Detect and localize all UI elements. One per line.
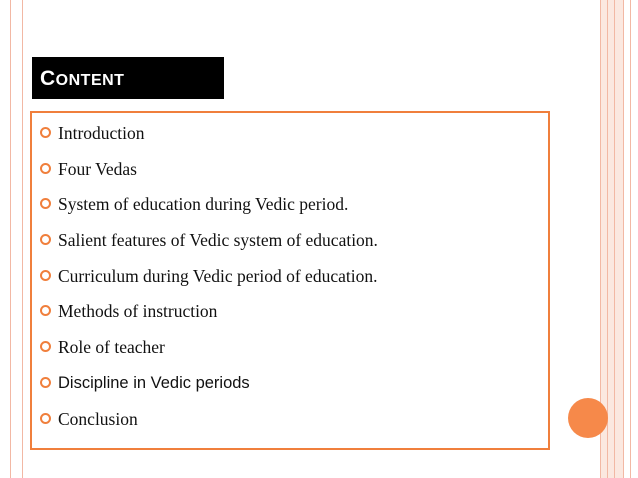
list-item bbox=[32, 408, 548, 444]
list-item bbox=[32, 122, 548, 158]
bullet-text: Conclusion bbox=[58, 408, 138, 429]
bullet-text: Salient features of Vedic system of education. bbox=[58, 230, 378, 251]
content-box bbox=[30, 111, 550, 450]
slide-title bbox=[40, 67, 124, 93]
bullet-text: Four Vedas bbox=[58, 158, 137, 179]
bullet-text: Methods of instruction bbox=[58, 301, 218, 322]
frame-line-right-1 bbox=[607, 0, 608, 478]
bullet-text: Role of teacher bbox=[58, 337, 165, 358]
list-item bbox=[32, 336, 548, 372]
list-item bbox=[32, 300, 548, 336]
frame-line-left-inner bbox=[22, 0, 23, 478]
circle-bullet-icon bbox=[40, 413, 51, 424]
list-item bbox=[32, 265, 548, 301]
bullet-text: Introduction bbox=[58, 123, 145, 143]
slide-title-bar bbox=[32, 57, 224, 99]
frame-line-right-2 bbox=[614, 0, 615, 478]
circle-bullet-icon bbox=[40, 163, 51, 174]
decorative-orange-circle bbox=[568, 398, 608, 438]
frame-line-left-outer bbox=[10, 0, 11, 478]
slide-title-rest: ONTENT bbox=[55, 72, 125, 89]
list-item bbox=[32, 229, 548, 265]
circle-bullet-icon bbox=[40, 127, 51, 138]
list-item bbox=[32, 193, 548, 229]
bullet-text: System of education during Vedic period. bbox=[58, 194, 349, 215]
bullet-list bbox=[32, 122, 548, 443]
circle-bullet-icon bbox=[40, 198, 51, 209]
list-item bbox=[32, 372, 548, 408]
bullet-text: Curriculum during Vedic period of education. bbox=[58, 265, 378, 286]
frame-line-right-edge bbox=[630, 0, 631, 478]
circle-bullet-icon bbox=[40, 377, 51, 388]
circle-bullet-icon bbox=[40, 270, 51, 281]
circle-bullet-icon bbox=[40, 341, 51, 352]
slide-title-initial: C bbox=[40, 67, 56, 90]
circle-bullet-icon bbox=[40, 305, 51, 316]
list-item bbox=[32, 158, 548, 194]
bullet-text: Discipline in Vedic periods bbox=[58, 373, 250, 392]
circle-bullet-icon bbox=[40, 234, 51, 245]
